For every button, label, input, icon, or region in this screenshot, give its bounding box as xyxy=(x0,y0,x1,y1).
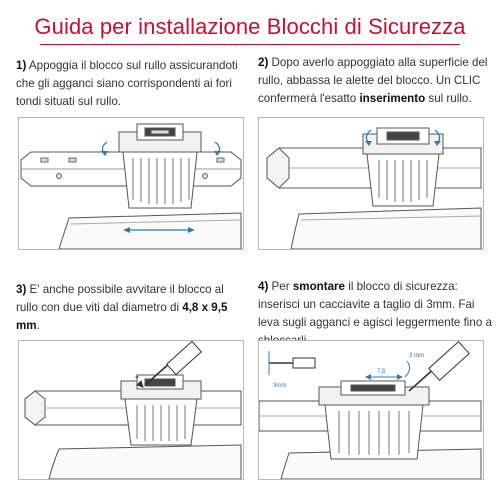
step-4-body-pre: Per xyxy=(271,280,293,293)
step-2-text xyxy=(258,54,494,108)
step-4-figure xyxy=(258,340,484,480)
step-1-body: Appoggia il blocco sul rullo assicurandoti che gli agganci siano corrispondenti ai fori tondi situati sul rullo. xyxy=(16,59,238,108)
step-3-body-pre: E' anche possibile avvitare il blocco al rullo con due viti dal diametro di xyxy=(16,283,224,314)
dim-label-1: 3mm xyxy=(273,383,287,389)
page-title: Guida per installazione Blocchi di Sicurezza xyxy=(34,14,466,39)
step-2-bold: inserimento xyxy=(359,92,426,105)
step-3-bold: 4,8 x 9,5 mm xyxy=(16,301,228,332)
step-2-body-post: sul rullo. xyxy=(425,92,472,105)
step-4-number: 4) xyxy=(258,280,269,293)
step-4-body-post: il blocco di sicurezza: inserisci un cacciavite a taglio di 3mm. Fai leva sugli agganci e agisci leggermente fino a xyxy=(258,280,492,329)
step-3-figure xyxy=(18,340,244,480)
title-underline xyxy=(40,44,460,45)
step-1-figure xyxy=(18,117,244,250)
step-2-number: 2) xyxy=(258,56,269,69)
step-2-body-pre: Dopo averlo appoggiato alla superficie del rullo, abbassa le alette del blocco. Un CLIC confermerà l'esatto xyxy=(258,56,488,105)
step-3-text xyxy=(16,281,244,335)
dim-label-3: 3 mm xyxy=(409,353,424,359)
step-1-number: 1) xyxy=(16,59,27,72)
step-2-figure xyxy=(258,117,484,250)
step-4-bold: smontare xyxy=(292,280,346,293)
step-1-text xyxy=(16,57,244,111)
dim-label-2: 7,5 xyxy=(377,369,386,375)
step-3-body-post: . xyxy=(36,319,40,332)
step-3-number: 3) xyxy=(16,283,27,296)
